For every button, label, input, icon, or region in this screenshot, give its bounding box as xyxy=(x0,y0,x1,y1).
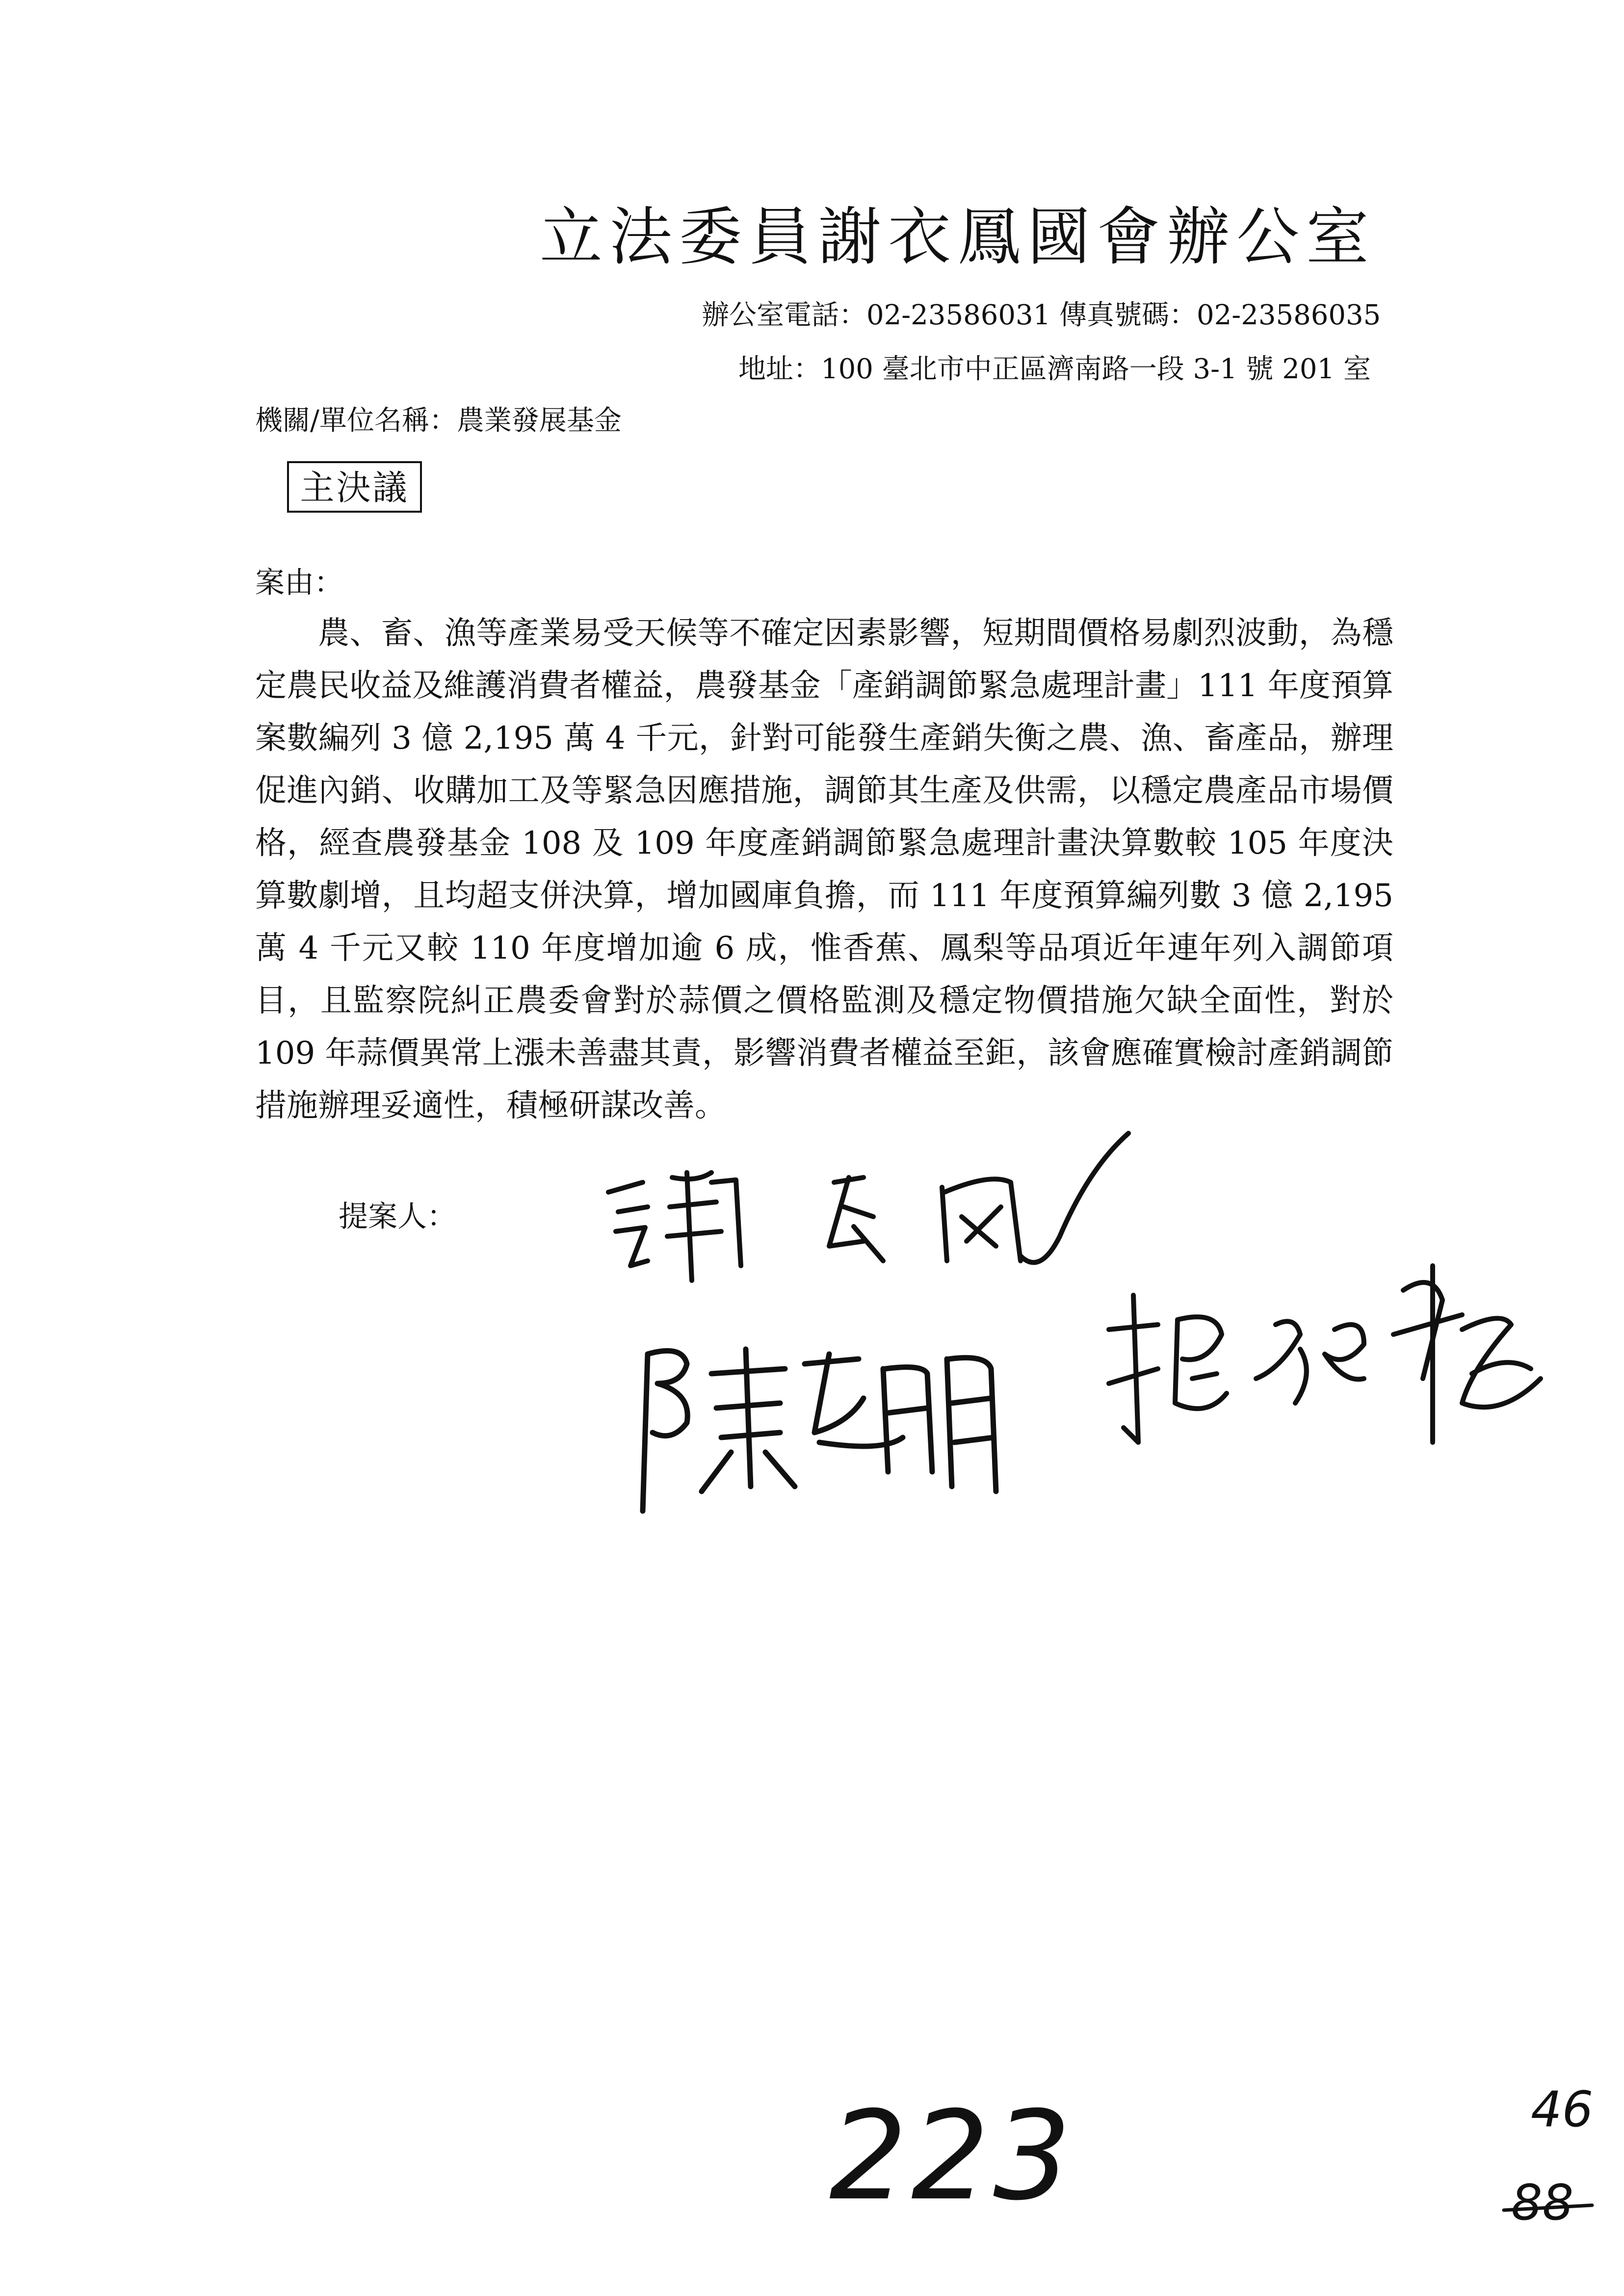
signature-3 xyxy=(1089,1256,1560,1472)
resolution-type-box: 主決議 xyxy=(287,461,422,513)
office-title: 立法委員謝衣鳳國會辦公室 xyxy=(540,201,1376,274)
strikethrough-line xyxy=(1501,2198,1595,2218)
page-number: 223 xyxy=(829,2085,1075,2227)
case-label: 案由： xyxy=(255,566,343,600)
signature-2 xyxy=(628,1325,1021,1531)
case-body: 農、畜、漁等產業易受天候等不確定因素影響，短期間價格易劇烈波動，為穩定農民收益及維護消費者權益，農發基金「產銷調節緊急處理計畫」111 年度預算案數編列 3 億 2,195 萬 4 千元，針對可能發生產銷失衡之農、漁、畜產品，辦理促進內銷、收購加工及等緊急因應措施，調節其生產及供需，以穩定農產品市場價格，經查農發基金 108 及 109 年度產銷調節緊急處理計畫決算數較 105 年度決算數劇增，且均超支併決算，增加國庫負擔，而 111 年度預算編列數 3 億 2,195 萬 4 千元又較 110 年度增加逾 6 成，惟香蕉、鳳梨等品項近年連年列入調節項目，且監察院糾正農委會對於蒜價之價格監測及穩定物價措施欠缺全面性，對於 109 年蒜價異常上漲未善盡其責，影響消費者權益至鉅，該會應確實檢討產銷調節措施辦理妥適性，積極研謀改善。 xyxy=(255,615,1393,1124)
proposer-label: 提案人： xyxy=(339,1200,456,1234)
handwritten-old-page-number: 88 xyxy=(1511,2174,1574,2231)
office-contact: 辦公室電話：02-23586031 傳真號碼：02-23586035 xyxy=(702,299,1381,331)
office-address: 地址：100 臺北市中正區濟南路一段 3-1 號 201 室 xyxy=(738,353,1371,385)
handwritten-page-number: 46 xyxy=(1531,2081,1594,2138)
agency-name: 機關/單位名稱：農業發展基金 xyxy=(255,405,622,437)
